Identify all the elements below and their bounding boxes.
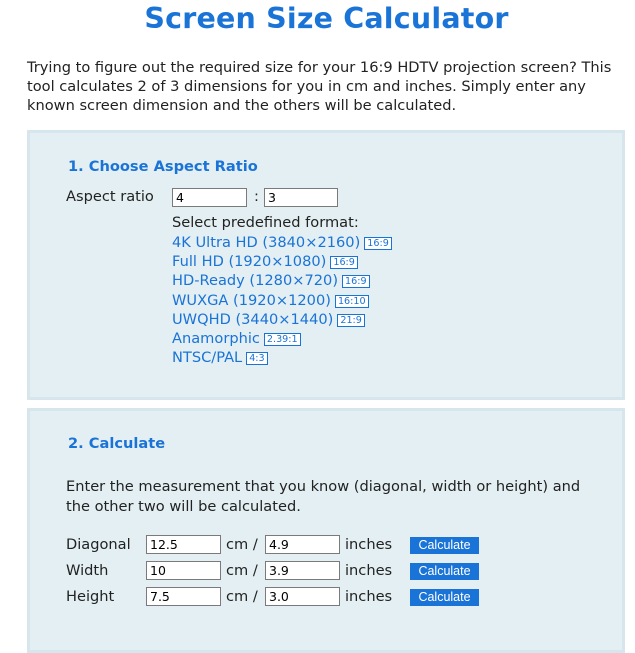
height-calculate-button[interactable]: Calculate <box>410 589 479 606</box>
diagonal-calculate-button[interactable]: Calculate <box>410 537 479 554</box>
height-label: Height <box>66 588 115 605</box>
height-cm-input[interactable] <box>146 587 221 606</box>
format-link[interactable] <box>172 310 392 329</box>
format-link[interactable] <box>172 252 392 271</box>
format-ratio-badge: 16:9 <box>342 275 370 288</box>
cm-unit-label: cm / <box>226 536 258 553</box>
format-ratio-badge: 4:3 <box>246 352 267 365</box>
calculate-instructions: Enter the measurement that you know (diagonal, width or height) and the other two will be calculated. <box>66 478 581 515</box>
width-label: Width <box>66 562 109 579</box>
format-ratio-badge: 16:9 <box>330 256 358 269</box>
aspect-height-input[interactable] <box>264 188 338 207</box>
format-name: UWQHD (3440×1440) <box>172 310 334 328</box>
format-link[interactable] <box>172 329 392 348</box>
diagonal-inches-input[interactable] <box>265 535 340 554</box>
cm-unit-label: cm / <box>226 588 258 605</box>
calculate-heading: 2. Calculate <box>68 435 166 452</box>
format-name: WUXGA (1920×1200) <box>172 291 331 309</box>
format-name: NTSC/PAL <box>172 349 243 367</box>
predefined-format-label: Select predefined format: <box>172 214 359 231</box>
calculate-panel <box>27 408 625 653</box>
format-name: Full HD (1920×1080) <box>172 253 327 271</box>
inches-unit-label: inches <box>345 588 393 605</box>
aspect-ratio-label: Aspect ratio <box>66 188 154 205</box>
format-ratio-badge: 16:10 <box>335 295 369 308</box>
format-link[interactable] <box>172 271 392 290</box>
intro-text: Trying to figure out the required size for your 16:9 HDTV projection screen? This tool calculates 2 of 3 dimensions for you in cm and inches. Simply enter any known screen dimension and the others will be calculated. <box>27 59 612 114</box>
aspect-ratio-heading: 1. Choose Aspect Ratio <box>68 158 258 175</box>
width-cm-input[interactable] <box>146 561 221 580</box>
format-link[interactable] <box>172 291 392 310</box>
width-calculate-button[interactable]: Calculate <box>410 563 479 580</box>
cm-unit-label: cm / <box>226 562 258 579</box>
inches-unit-label: inches <box>345 562 393 579</box>
page-title: Screen Size Calculator <box>144 2 509 35</box>
format-ratio-badge: 2.39:1 <box>264 333 301 346</box>
height-inches-input[interactable] <box>265 587 340 606</box>
width-inches-input[interactable] <box>265 561 340 580</box>
diagonal-cm-input[interactable] <box>146 535 221 554</box>
aspect-width-input[interactable] <box>172 188 247 207</box>
aspect-separator: : <box>254 188 259 205</box>
format-name: HD-Ready (1280×720) <box>172 272 339 290</box>
format-name: Anamorphic <box>172 330 260 348</box>
format-link[interactable] <box>172 233 392 252</box>
format-link[interactable] <box>172 348 392 367</box>
inches-unit-label: inches <box>345 536 393 553</box>
format-list <box>172 233 392 367</box>
diagonal-label: Diagonal <box>66 536 131 553</box>
format-ratio-badge: 21:9 <box>337 314 365 327</box>
aspect-ratio-panel <box>27 130 625 400</box>
format-name: 4K Ultra HD (3840×2160) <box>172 234 361 251</box>
format-ratio-badge: 16:9 <box>364 237 392 250</box>
